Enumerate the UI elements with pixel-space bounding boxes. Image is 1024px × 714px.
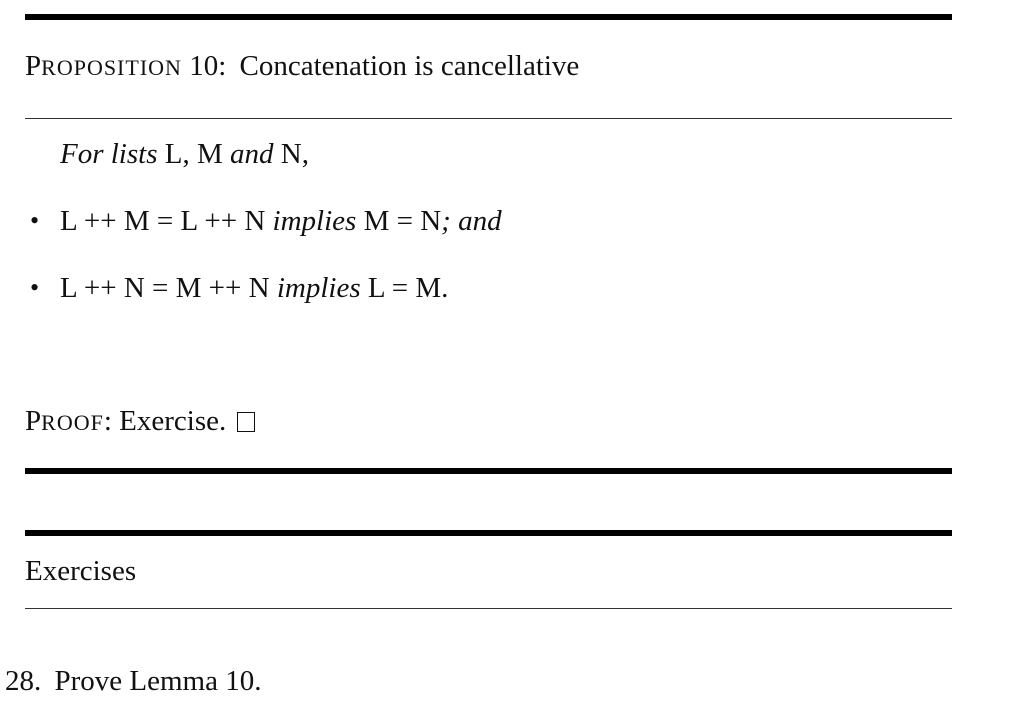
proposition-heading xyxy=(25,49,579,85)
proof-end-rule xyxy=(25,468,952,474)
exercises-top-rule xyxy=(25,530,952,536)
proposition-label-initial: P xyxy=(25,50,42,82)
exercise-number: 28. xyxy=(5,665,42,697)
proposition-number: 10: xyxy=(189,50,227,82)
bullet-1-rhs: M = N xyxy=(363,205,442,237)
bullet-2-implies: implies xyxy=(269,272,368,304)
statement-intro xyxy=(60,137,309,171)
proof-line xyxy=(25,404,255,440)
proof-colon: : xyxy=(103,405,112,437)
exercises-divider xyxy=(25,608,952,609)
proof-text: Exercise. xyxy=(119,405,227,437)
bullet-2-rhs: L = M. xyxy=(367,272,449,304)
bullet-1-tail: ; and xyxy=(441,205,502,237)
bullet-2-lhs: L ++ N = M ++ N xyxy=(60,272,270,304)
intro-math-2: N, xyxy=(280,138,309,170)
heading-divider xyxy=(25,118,952,119)
proof-label-rest: ROOF xyxy=(41,410,104,435)
qed-box-icon xyxy=(237,412,255,432)
bullet-1-implies: implies xyxy=(265,205,364,237)
bullet-2-marker: • xyxy=(30,273,40,302)
exercise-item xyxy=(5,664,261,698)
intro-math-1: L, M xyxy=(164,138,223,170)
bullet-2-item xyxy=(60,271,448,305)
bullet-1-lhs: L ++ M = L ++ N xyxy=(60,205,266,237)
proposition-label-rest: ROPOSITION xyxy=(41,55,182,80)
exercises-heading: Exercises xyxy=(25,555,137,587)
exercise-text: Prove Lemma 10. xyxy=(54,665,262,697)
intro-text-1: For lists xyxy=(60,138,165,170)
intro-text-2: and xyxy=(222,138,281,170)
proposition-title: Concatenation is cancellative xyxy=(239,50,580,82)
top-rule xyxy=(25,14,952,20)
proof-label-initial: P xyxy=(25,405,42,437)
bullet-1-marker: • xyxy=(30,206,40,235)
bullet-1-item xyxy=(60,204,502,238)
